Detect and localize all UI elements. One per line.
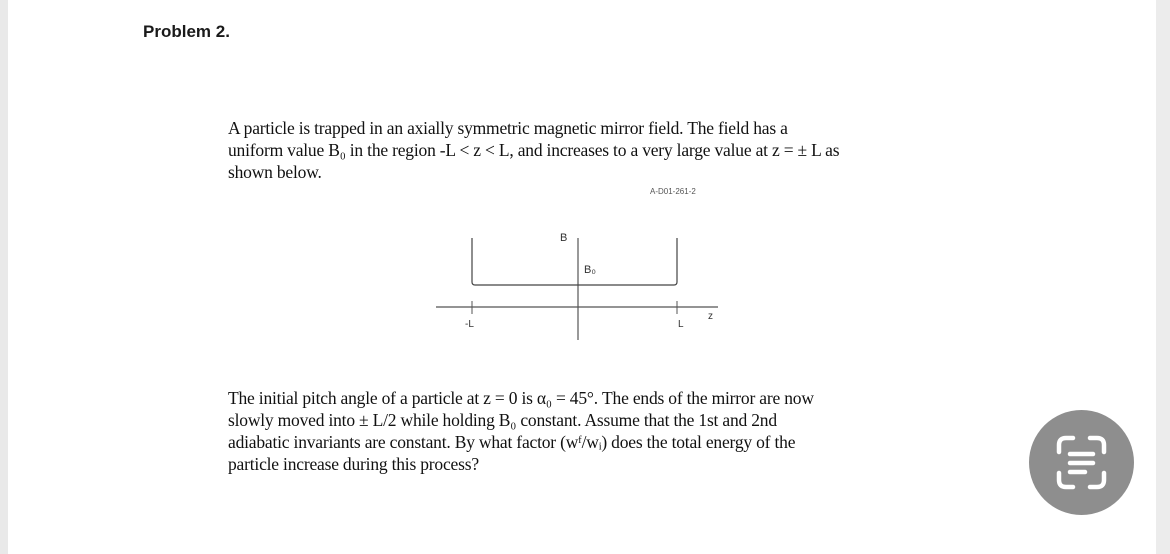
text-line: adiabatic invariants are constant. By what factor (wᶠ/wᵢ) does the total energy of the <box>228 432 796 452</box>
field-curve <box>472 238 677 285</box>
figure-code: A-D01-261-2 <box>650 187 696 196</box>
problem-statement <box>228 117 928 183</box>
live-text-button[interactable] <box>1029 410 1134 515</box>
viewer-edge <box>1156 0 1170 554</box>
field-value-label: B₀ <box>584 264 596 276</box>
text-line: shown below. <box>228 162 322 182</box>
document-page <box>8 0 1156 554</box>
axis-b-label: B <box>560 232 568 244</box>
text-scan-icon <box>1029 410 1134 515</box>
text-line: A particle is trapped in an axially symmetric magnetic mirror field. The field has a <box>228 118 788 138</box>
text-line: uniform value B₀ in the region -L < z < L, and increases to a very large value at z = ± L as <box>228 140 840 160</box>
problem-question <box>228 387 928 475</box>
text-line: slowly moved into ± L/2 while holding B₀ constant. Assume that the 1st and 2nd <box>228 410 777 430</box>
problem-heading: Problem 2. <box>143 22 230 41</box>
tick-label-minus-l: -L <box>465 319 474 330</box>
axis-z-label: z <box>708 311 713 322</box>
tick-label-plus-l: L <box>678 319 684 330</box>
mirror-field-figure <box>418 180 728 355</box>
text-line: The initial pitch angle of a particle at z = 0 is α₀ = 45°. The ends of the mirror are now <box>228 388 814 408</box>
text-line: particle increase during this process? <box>228 454 479 474</box>
